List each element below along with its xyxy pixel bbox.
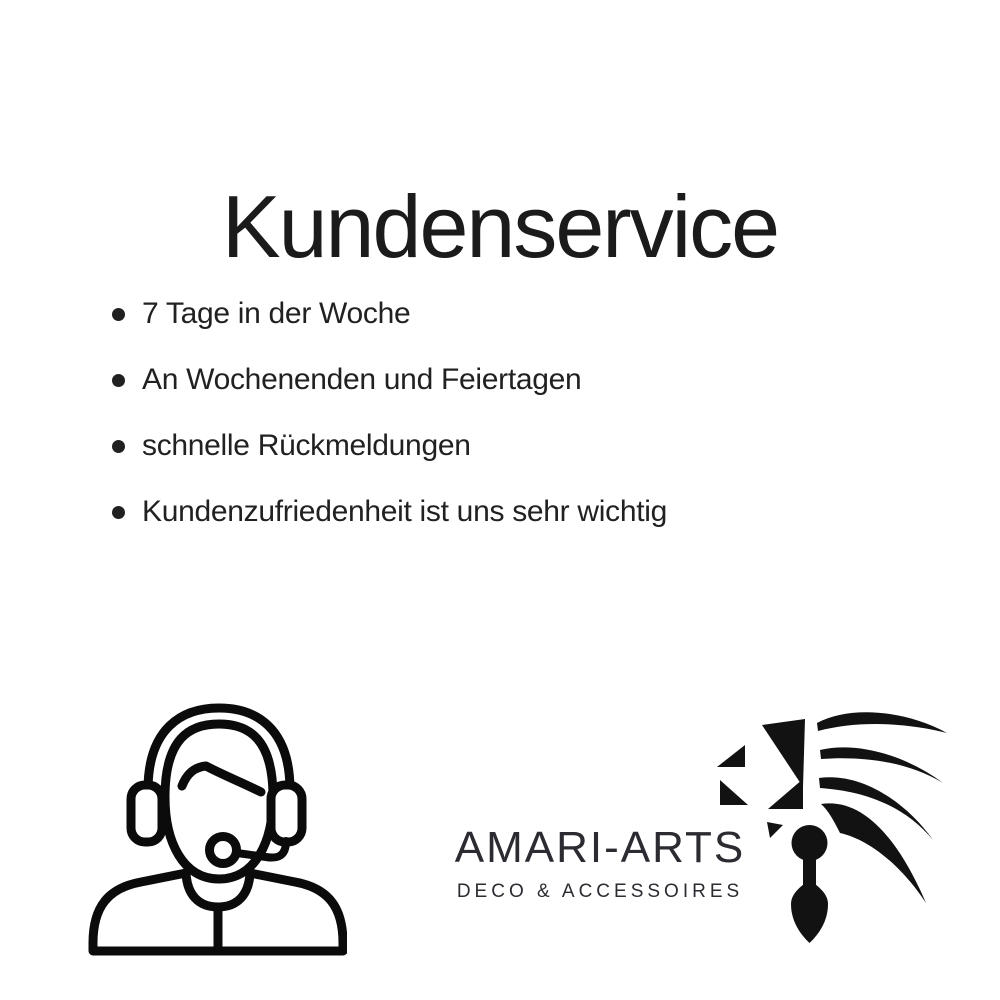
bullet-dot — [112, 506, 125, 519]
brand-tagline: DECO & ACCESSOIRES — [456, 881, 744, 902]
bullet-text: schnelle Rückmeldungen — [142, 429, 471, 462]
bullet-list — [112, 296, 667, 560]
feather-headdress-logo-icon — [710, 700, 950, 950]
bullet-item — [112, 428, 667, 464]
headset-support-agent-icon — [85, 695, 347, 965]
bullet-text: 7 Tage in der Woche — [142, 297, 411, 330]
page-title: Kundenservice — [221, 176, 779, 276]
bullet-item — [112, 362, 667, 398]
bullet-text: An Wochenenden und Feiertagen — [142, 363, 582, 396]
bullet-dot — [112, 374, 125, 387]
bullet-item — [112, 494, 667, 530]
brand-name: AMARI-ARTS — [454, 823, 746, 872]
bullet-dot — [112, 440, 125, 453]
bullet-dot — [112, 308, 125, 321]
bullet-item — [112, 296, 667, 332]
bullet-text: Kundenzufriedenheit ist uns sehr wichtig — [142, 495, 667, 528]
